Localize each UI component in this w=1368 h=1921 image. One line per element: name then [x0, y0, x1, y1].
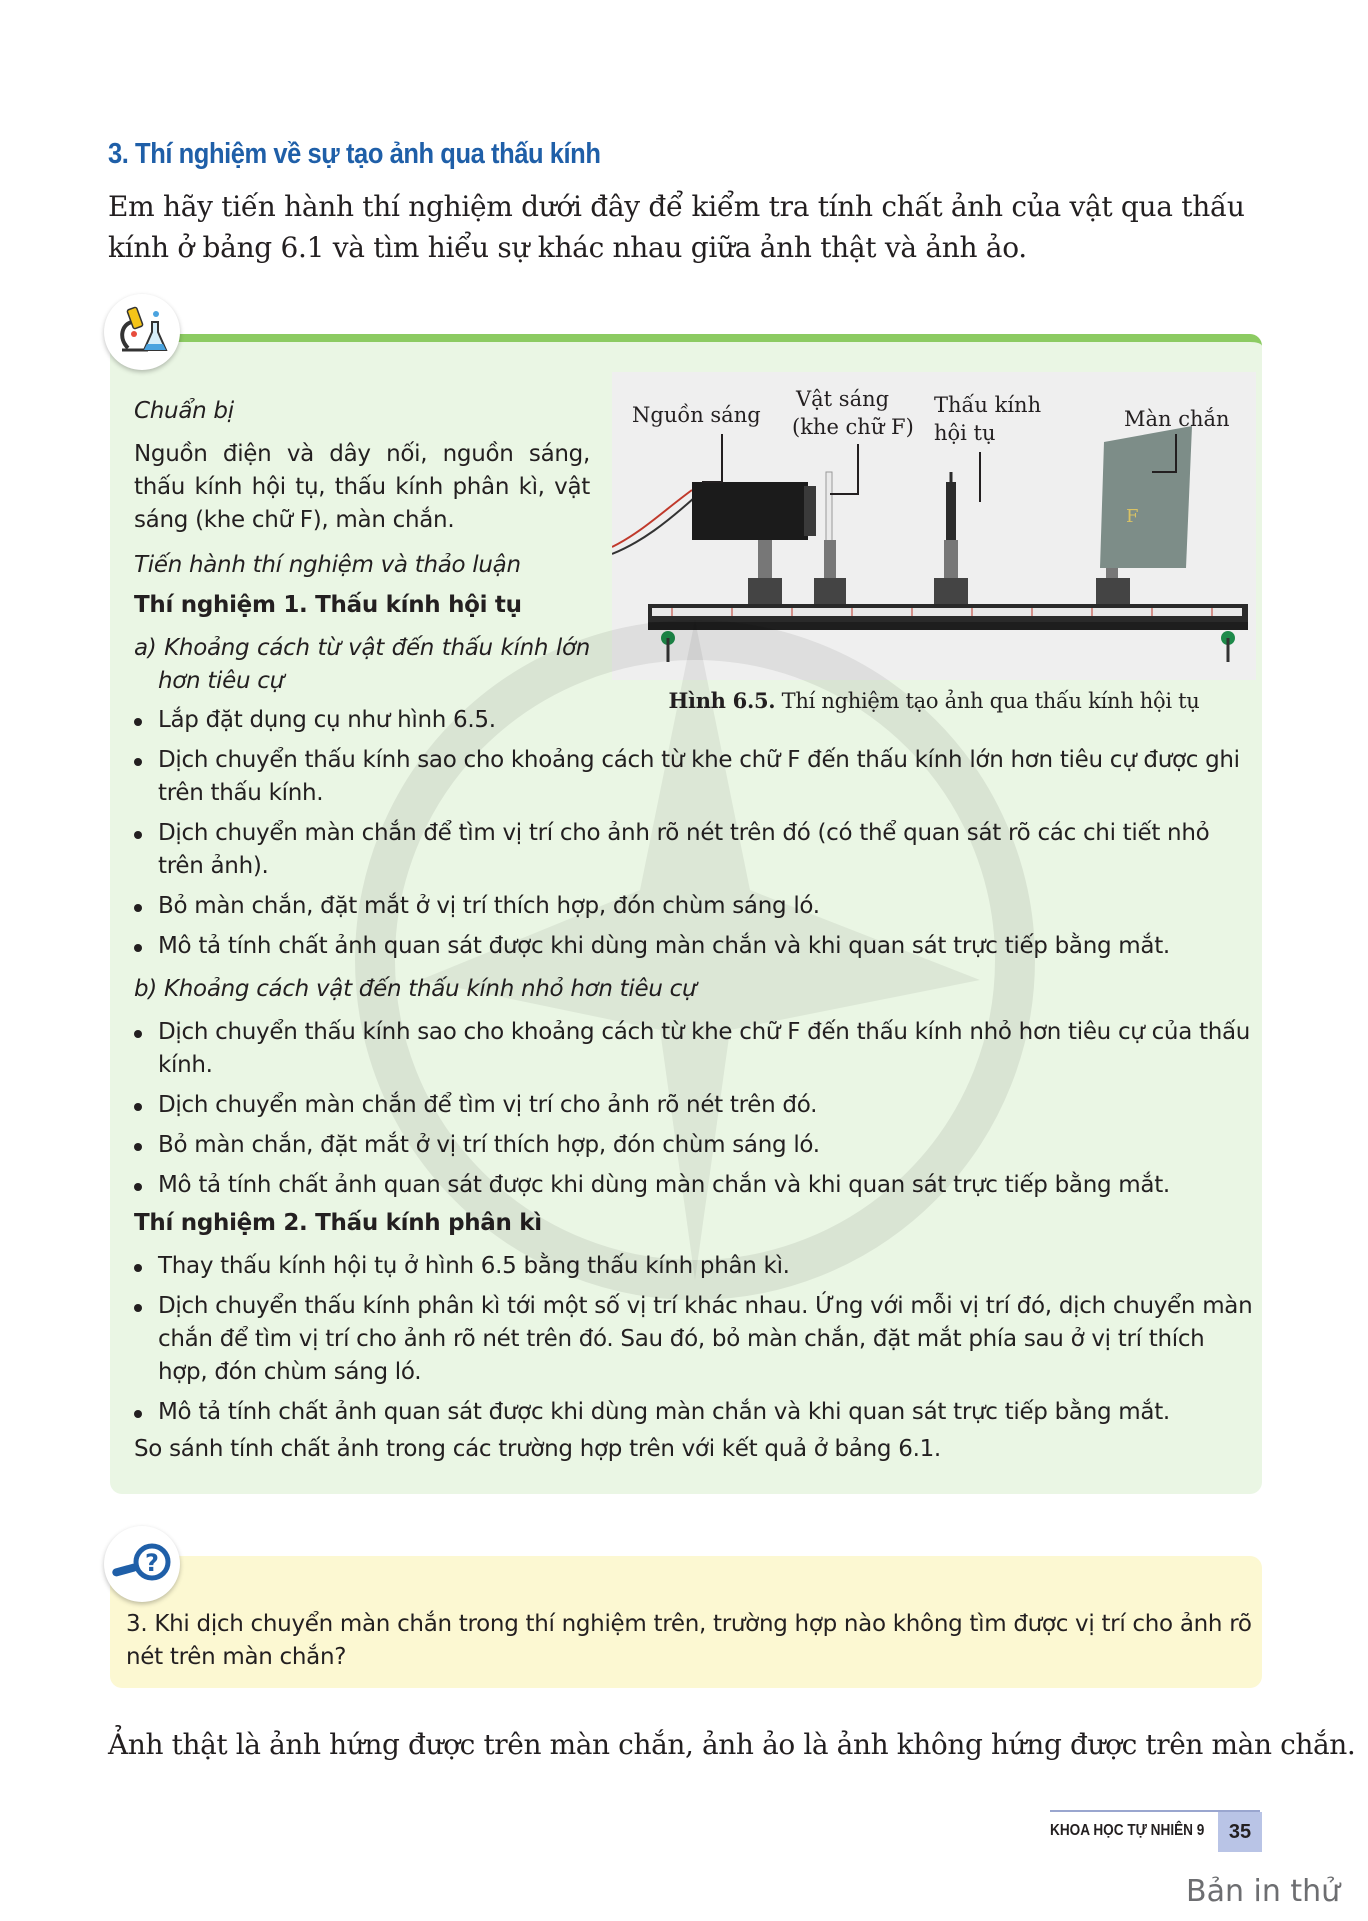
label-lens-1: Thấu kính — [934, 393, 1042, 417]
figure-lens-experiment — [612, 372, 1256, 680]
list-item: Mô tả tính chất ảnh quan sát được khi dùng màn chắn và khi quan sát trực tiếp bằng mắt. — [134, 1169, 1254, 1202]
list-item: Lắp đặt dụng cụ như hình 6.5. — [134, 704, 1254, 737]
list-item: Dịch chuyển màn chắn để tìm vị trí cho ảnh rõ nét trên đó (có thể quan sát rõ các chi tiết nhỏ trên ảnh). — [134, 817, 1254, 883]
experiment-1b-title: b) Khoảng cách vật đến thấu kính nhỏ hơn tiêu cự — [134, 976, 697, 1002]
list-item: Mô tả tính chất ảnh quan sát được khi dùng màn chắn và khi quan sát trực tiếp bằng mắt. — [134, 1396, 1254, 1429]
magnifier-question-icon — [104, 1526, 180, 1602]
intro-paragraph: Em hãy tiến hành thí nghiệm dưới đây để kiểm tra tính chất ảnh của vật qua thấu kính ở bảng 6.1 và tìm hiểu sự khác nhau giữa ảnh thật và ảnh ảo. — [108, 190, 1245, 264]
list-item: Dịch chuyển thấu kính sao cho khoảng cách từ khe chữ F đến thấu kính nhỏ hơn tiêu cự của thấu kính. — [134, 1016, 1254, 1082]
page-number: 35 — [1218, 1812, 1262, 1852]
experiment-1a-title: a) Khoảng cách từ vật đến thấu kính lớn hơn tiêu cự — [134, 635, 590, 694]
experiment-2-steps — [134, 1250, 1254, 1436]
svg-text:?: ? — [145, 1549, 159, 1577]
conclusion-text: Ảnh thật là ảnh hứng được trên màn chắn, ảnh ảo là ảnh không hứng được trên màn chắn. — [108, 1728, 1356, 1761]
experiment-1-title: Thí nghiệm 1. Thấu kính hội tụ — [134, 592, 522, 618]
list-item: Mô tả tính chất ảnh quan sát được khi dùng màn chắn và khi quan sát trực tiếp bằng mắt. — [134, 930, 1254, 963]
figure-caption-text: Thí nghiệm tạo ảnh qua thấu kính hội tụ — [781, 689, 1200, 713]
prep-text: Nguồn điện và dây nối, nguồn sáng, thấu kính hội tụ, thấu kính phân kì, vật sáng (khe chữ F), màn chắn. — [134, 441, 590, 533]
experiment-2-title: Thí nghiệm 2. Thấu kính phân kì — [134, 1210, 542, 1236]
list-item: Dịch chuyển màn chắn để tìm vị trí cho ảnh rõ nét trên đó. — [134, 1089, 1254, 1122]
label-object-2: (khe chữ F) — [792, 415, 914, 439]
label-screen: Màn chắn — [1124, 407, 1230, 431]
label-object-1: Vật sáng — [796, 387, 890, 411]
label-lens-2: hội tụ — [934, 421, 996, 445]
question-text: 3. Khi dịch chuyển màn chắn trong thí nghiệm trên, trường hợp nào không tìm được vị trí cho ảnh rõ nét trên màn chắn? — [126, 1611, 1252, 1670]
section-heading: 3. Thí nghiệm về sự tạo ảnh qua thấu kính — [108, 138, 601, 170]
experiment-1b-steps — [134, 1016, 1254, 1209]
list-item: Thay thấu kính hội tụ ở hình 6.5 bằng thấu kính phân kì. — [134, 1250, 1254, 1283]
list-item: Bỏ màn chắn, đặt mắt ở vị trí thích hợp, đón chùm sáng ló. — [134, 1129, 1254, 1162]
prep-title: Chuẩn bị — [134, 398, 234, 424]
list-item: Dịch chuyển thấu kính sao cho khoảng cách từ khe chữ F đến thấu kính lớn hơn tiêu cự được ghi trên thấu kính. — [134, 744, 1254, 810]
experiment-1a-steps — [134, 704, 1254, 970]
footer-book-title: KHOA HỌC TỰ NHIÊN 9 — [1050, 1822, 1205, 1839]
procedure-title: Tiến hành thí nghiệm và thảo luận — [134, 552, 521, 578]
screen-image-letter: F — [1126, 506, 1139, 527]
list-item: Bỏ màn chắn, đặt mắt ở vị trí thích hợp, đón chùm sáng ló. — [134, 890, 1254, 923]
compare-text: So sánh tính chất ảnh trong các trường hợp trên với kết quả ở bảng 6.1. — [134, 1436, 941, 1462]
list-item: Dịch chuyển thấu kính phân kì tới một số vị trí khác nhau. Ứng với mỗi vị trí đó, dịch chuyển màn chắn để tìm vị trí cho ảnh rõ nét trên đó. Sau đó, bỏ màn chắn, đặt mắt phía sau ở vị trí thích hợp, đón chùm sáng ló. — [134, 1290, 1254, 1389]
draft-watermark: Bản in thử — [1186, 1874, 1341, 1909]
label-light-source: Nguồn sáng — [632, 403, 761, 427]
microscope-flask-icon — [104, 294, 180, 370]
figure-caption-number: Hình 6.5. — [668, 688, 776, 713]
